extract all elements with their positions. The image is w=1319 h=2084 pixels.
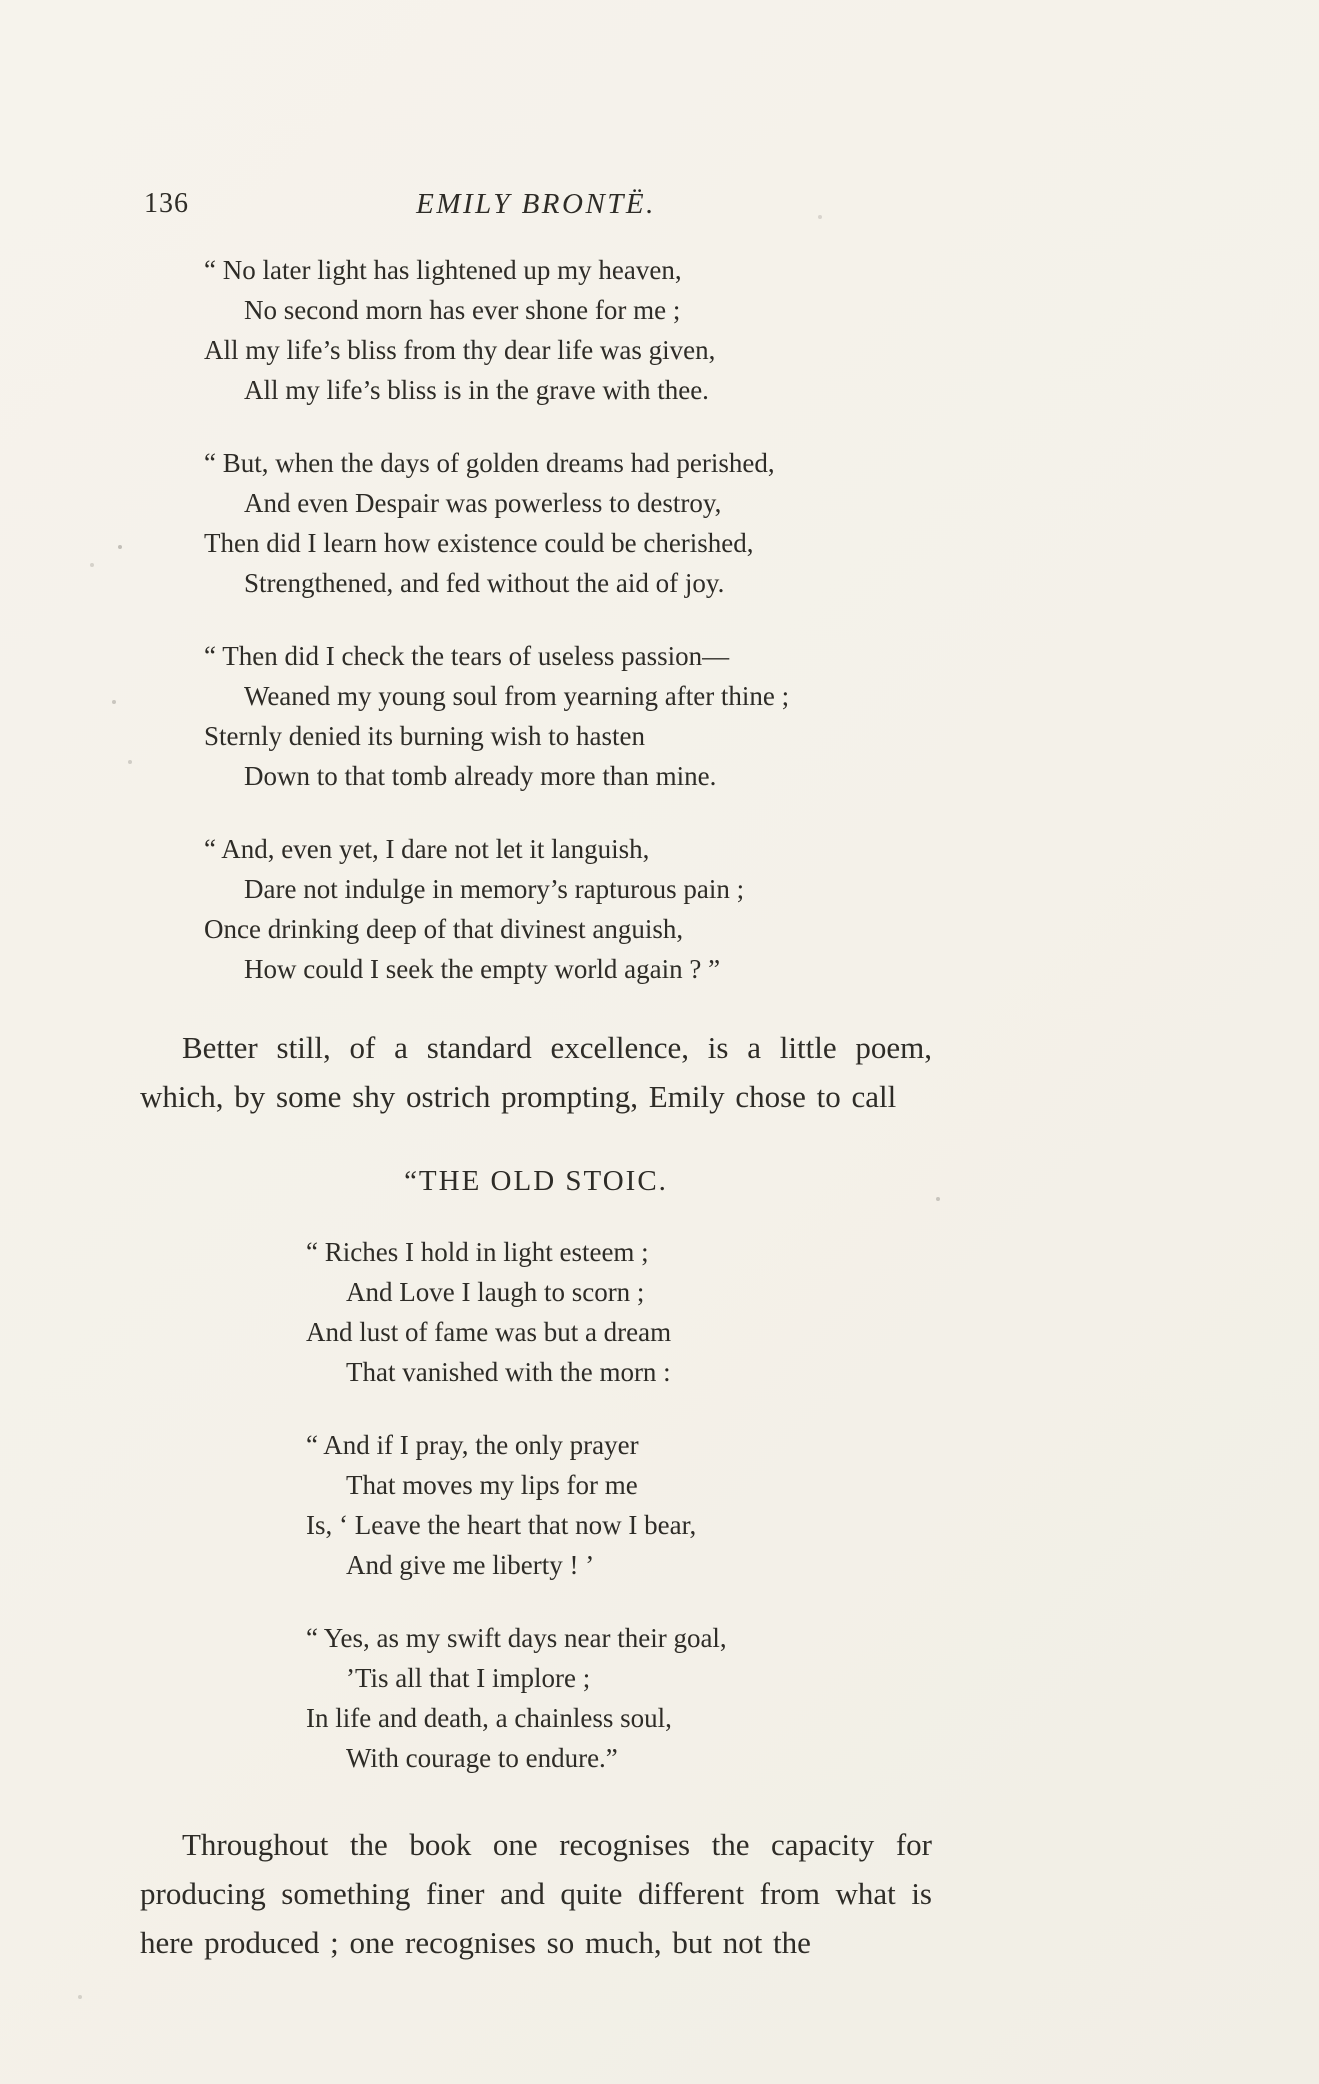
stanza (140, 1425, 932, 1585)
page-head (140, 188, 932, 232)
page-number: 136 (144, 188, 189, 219)
poem-line: How could I seek the empty world again ? ” (244, 954, 721, 984)
text-block (140, 188, 932, 1967)
poem-line: No second morn has ever shone for me ; (244, 295, 681, 325)
poem-line: That moves my lips for me (346, 1470, 638, 1500)
poem-line: And Love I laugh to scorn ; (346, 1277, 645, 1307)
poem-line: Sternly denied its burning wish to hasten (204, 721, 645, 751)
stanza (140, 1232, 932, 1392)
poem-line: “ And if I pray, the only prayer (306, 1430, 639, 1460)
stanza (140, 250, 932, 410)
poem-title-old-stoic: “THE OLD STOIC. (404, 1165, 668, 1197)
stanza (140, 829, 932, 989)
poem-line: “ But, when the days of golden dreams had perished, (204, 448, 775, 478)
poem-line: “ And, even yet, I dare not let it languish, (204, 834, 650, 864)
poem-line: With courage to endure.” (346, 1743, 618, 1773)
poem-line: Is, ‘ Leave the heart that now I bear, (306, 1510, 697, 1540)
poem-line: And give me liberty ! ’ (346, 1550, 595, 1580)
poem-line: In life and death, a chainless soul, (306, 1703, 672, 1733)
poem-line: “ No later light has lightened up my heaven, (204, 255, 682, 285)
poem-line: Dare not indulge in memory’s rapturous pain ; (244, 874, 745, 904)
poem-line: ’Tis all that I implore ; (346, 1663, 591, 1693)
poem-line: All my life’s bliss is in the grave with thee. (244, 375, 709, 405)
poem-line: “ Then did I check the tears of useless passion— (204, 641, 730, 671)
poem-line: Once drinking deep of that divinest anguish, (204, 914, 684, 944)
poem-line: Down to that tomb already more than mine. (244, 761, 717, 791)
poem-line: All my life’s bliss from thy dear life was given, (204, 335, 716, 365)
prose-paragraph-closing: Throughout the book one recognises the capacity for producing something finer and quite different from what is here produced ; one recognises so much, but not the (140, 1827, 932, 1960)
poem-line: And lust of fame was but a dream (306, 1317, 672, 1347)
poem-line: Then did I learn how existence could be cherished, (204, 528, 754, 558)
prose-paragraph-intro: Better still, of a standard excellence, is a little poem, which, by some shy ostrich prompting, Emily chose to call (140, 1030, 932, 1114)
poem-line: That vanished with the morn : (346, 1357, 671, 1387)
paper-specks (118, 545, 122, 549)
poem-line: Weaned my young soul from yearning after thine ; (244, 681, 790, 711)
poem-old-stoic (140, 1232, 932, 1778)
poem-line: And even Despair was powerless to destroy, (244, 488, 722, 518)
stanza (140, 443, 932, 603)
poem-line: “ Yes, as my swift days near their goal, (306, 1623, 727, 1653)
poem-remembrance (140, 250, 932, 989)
poem-line: “ Riches I hold in light esteem ; (306, 1237, 649, 1267)
poem-line: Strengthened, and fed without the aid of joy. (244, 568, 725, 598)
stanza (140, 636, 932, 796)
running-header: EMILY BRONTË. (416, 188, 656, 220)
stanza (140, 1618, 932, 1778)
